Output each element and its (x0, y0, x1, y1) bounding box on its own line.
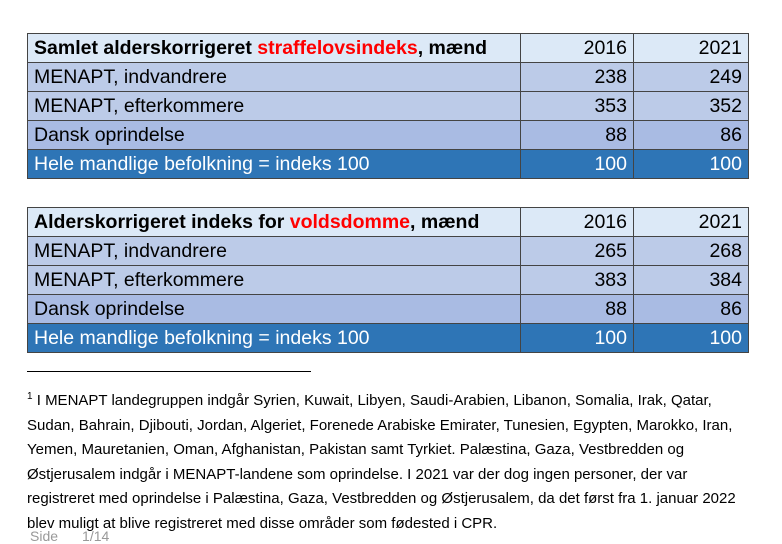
table-row (28, 237, 749, 266)
row-label: Hele mandlige befolkning = indeks 100 (28, 324, 521, 353)
year-header-2021: 2021 (634, 34, 749, 63)
value-2016: 100 (521, 150, 634, 179)
year-header-2016: 2016 (521, 208, 634, 237)
value-2016: 238 (521, 63, 634, 92)
table-title (28, 34, 521, 63)
page-number (30, 528, 133, 544)
value-2021: 100 (634, 324, 749, 353)
title-suffix: , mænd (417, 37, 488, 59)
value-2016: 88 (521, 295, 634, 324)
value-2016: 88 (521, 121, 634, 150)
year-header-2016: 2016 (521, 34, 634, 63)
table-row (28, 266, 749, 295)
title-highlight: straffelovsindeks (257, 37, 418, 59)
violence-index-table (27, 207, 749, 353)
row-label: MENAPT, efterkommere (28, 92, 521, 121)
page-label: Side (30, 528, 59, 544)
table-row (28, 295, 749, 324)
table-header-row (28, 208, 749, 237)
value-2021: 268 (634, 237, 749, 266)
page-count: 1/14 (82, 528, 110, 544)
table-total-row (28, 150, 749, 179)
table-title (28, 208, 521, 237)
table-total-row (28, 324, 749, 353)
table-row (28, 63, 749, 92)
value-2016: 353 (521, 92, 634, 121)
table-row (28, 92, 749, 121)
title-text: Samlet alderskorrigeret (34, 37, 258, 59)
value-2021: 100 (634, 150, 749, 179)
row-label: Dansk oprindelse (28, 295, 521, 324)
value-2021: 86 (634, 121, 749, 150)
title-text: Alderskorrigeret indeks for (34, 211, 290, 233)
row-label: Dansk oprindelse (28, 121, 521, 150)
row-label: MENAPT, indvandrere (28, 63, 521, 92)
footnote-text: I MENAPT landegruppen indgår Syrien, Kuwait, Libyen, Saudi-Arabien, Libanon, Somalia, Irak, Qatar, Sudan, Bahrain, Djibouti, Jordan, Algeriet, Forenede Arabiske Emirater, Tunesien, Egypten, Marokko, Iran, Yemen, Mauretanien, Oman, Afghanistan, Pakistan samt Tyrkiet. Palæstina, Gaza, Vestbredden og Østjerusalem indgår i MENAPT-landene som oprindelse. I 2021 var der dog ingen personer, der var registreret med oprindelse i Palæstina, Gaza, Vestbredden og Østjerusalem, da det først fra 1. januar 2022 blev muligt at blive registreret med disse områder som fødested i CPR. (27, 392, 736, 532)
footnote-separator (27, 371, 311, 372)
footnote (27, 385, 757, 536)
row-label: MENAPT, efterkommere (28, 266, 521, 295)
value-2016: 100 (521, 324, 634, 353)
value-2016: 383 (521, 266, 634, 295)
value-2021: 86 (634, 295, 749, 324)
value-2021: 249 (634, 63, 749, 92)
title-highlight: voldsdomme (289, 211, 411, 233)
year-header-2021: 2021 (634, 208, 749, 237)
footnote-marker: 1 (27, 391, 33, 402)
table-header-row (28, 34, 749, 63)
value-2021: 384 (634, 266, 749, 295)
table-row (28, 121, 749, 150)
title-suffix: , mænd (410, 211, 480, 233)
row-label: Hele mandlige befolkning = indeks 100 (28, 150, 521, 179)
row-label: MENAPT, indvandrere (28, 237, 521, 266)
value-2021: 352 (634, 92, 749, 121)
criminal-index-table (27, 33, 749, 179)
value-2016: 265 (521, 237, 634, 266)
